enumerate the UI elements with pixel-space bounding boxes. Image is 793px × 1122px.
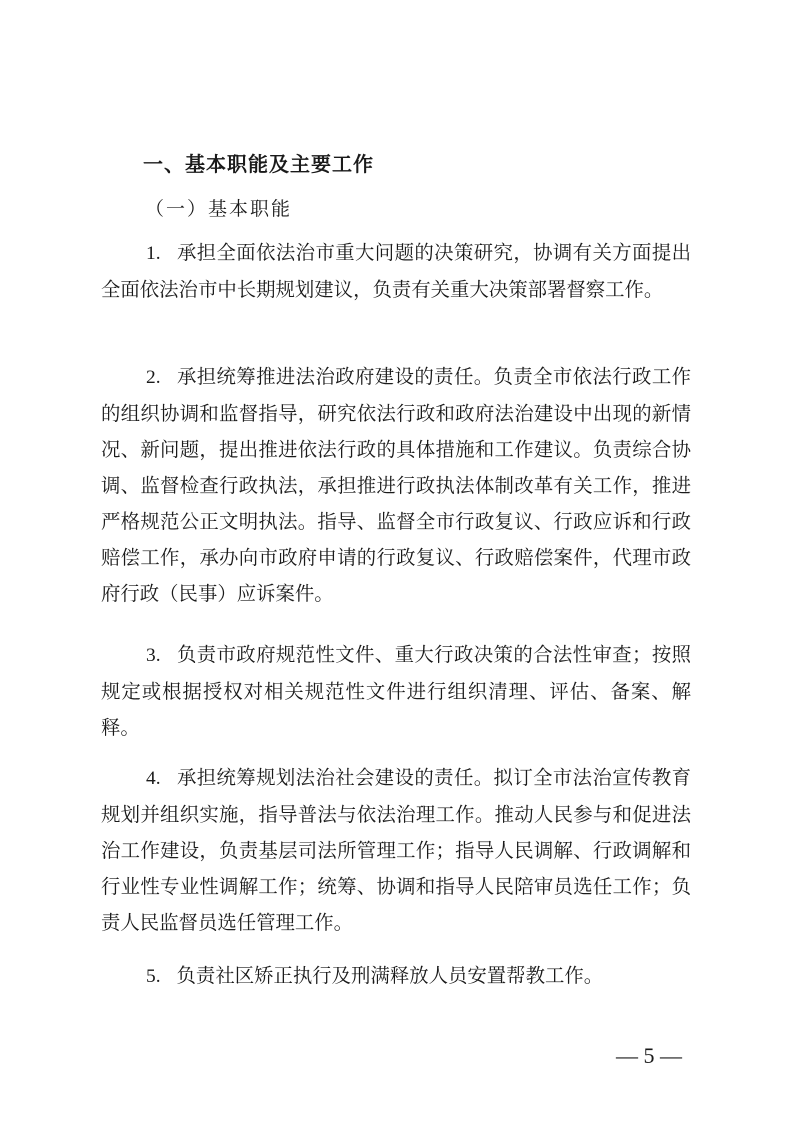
paragraph-5 [101, 958, 691, 995]
paragraph-3-number: 3. [146, 645, 161, 666]
page-number: — 5 — [616, 1043, 682, 1068]
paragraph-1 [101, 235, 691, 308]
paragraph-3 [101, 637, 691, 746]
paragraph-1-number: 1. [146, 243, 161, 264]
paragraph-2 [101, 359, 691, 612]
section-heading: 一、基本职能及主要工作 [143, 152, 374, 176]
paragraph-2-number: 2. [146, 367, 161, 388]
paragraph-5-number: 5. [146, 966, 161, 987]
subsection-heading: （一）基本职能 [145, 198, 293, 220]
paragraph-4 [101, 760, 691, 941]
paragraph-1-text: 承担全面依法治市重大问题的决策研究，协调有关方面提出全面依法治市中长期规划建议，负责有关重大决策部署督察工作。 [101, 241, 691, 301]
paragraph-5-text: 负责社区矫正执行及刑满释放人员安置帮教工作。 [176, 964, 604, 987]
paragraph-4-text: 承担统筹规划法治社会建设的责任。拟订全市法治宣传教育规划并组织实施，指导普法与依法治理工作。推动人民参与和促进法治工作建设，负责基层司法所管理工作；指导人民调解、行政调解和行业性专业性调解工作；统筹、协调和指导人民陪审员选任工作；负责人民监督员选任管理工作。 [101, 766, 691, 934]
paragraph-3-text: 负责市政府规范性文件、重大行政决策的合法性审查；按照规定或根据授权对相关规范性文件进行组织清理、评估、备案、解释。 [101, 643, 691, 739]
paragraph-4-number: 4. [146, 768, 161, 789]
paragraph-2-text: 承担统筹推进法治政府建设的责任。负责全市依法行政工作的组织协调和监督指导，研究依法行政和政府法治建设中出现的新情况、新问题，提出推进依法行政的具体措施和工作建议。负责综合协调、监督检查行政执法，承担推进行政执法体制改革有关工作，推进严格规范公正文明执法。指导、监督全市行政复议、行政应诉和行政赔偿工作，承办向市政府申请的行政复议、行政赔偿案件，代理市政府行政（民事）应诉案件。 [101, 365, 691, 605]
